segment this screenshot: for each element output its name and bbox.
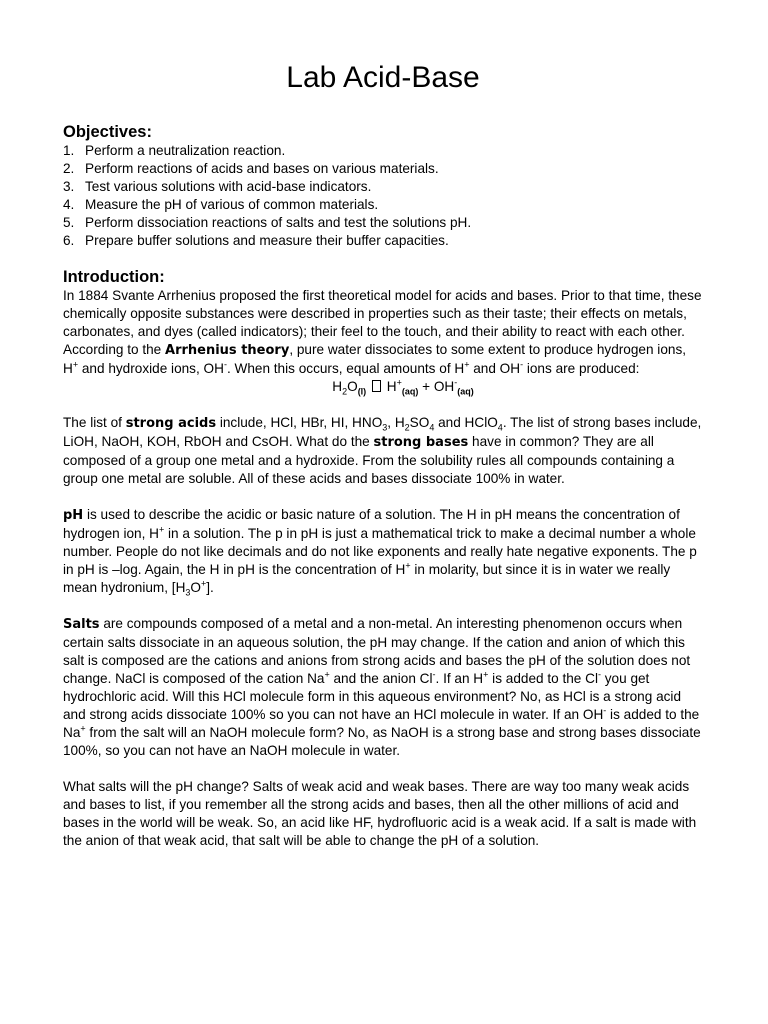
- water-dissociation-equation: $H_2O_{(l)}$ $H^+_{(aq)} + OH^-_{(aq)}$: [332, 377, 474, 397]
- strong-acids-term: strong acids: [125, 416, 217, 431]
- reaction-arrow-icon: [372, 380, 381, 392]
- list-item: 4. Measure the pH of various of common materials.: [63, 197, 379, 212]
- intro-paragraph-2: The list of strong acids include, HCl, HBr, HI, $HNO_3$, $H_2SO_4$ and HClO$_4$. The list of strong bases include, LiOH, NaOH, KOH, RbOH and CsOH. What do the strong bases have in common? They are all composed of a group one metal and a hydroxide. From the solubility rules all compounds containing a group one metal are soluble. All of these acids and bases dissociate 100% in water.: [63, 415, 702, 486]
- document-title: Lab Acid-Base: [286, 61, 480, 94]
- ph-term: pH: [63, 508, 84, 523]
- introduction-heading: Introduction:: [63, 268, 165, 286]
- intro-paragraph-4: Salts are compounds composed of a metal and a non-metal. An interesting phenomenon occurs when certain salts dissociate in an aqueous solution, the pH may change. If the cation and anion of which this salt is composed are the cations and anions from strong acids and bases the pH of the solution does not change. NaCl is composed of the cation Na+ and the anion Cl-. If an H+ is added to the Cl- you get hydrochloric acid. Will this HCl molecule form in this aqueous environment? No, as HCl is a strong acid and strong acids dissociate 100% so you can not have an HCl molecule in water. If an OH- is added to the Na+ from the salt will an NaOH molecule form? No, as NaOH is a strong base and strong bases dissociate 100%, so you can not have an NaOH molecule in water.: [63, 616, 701, 758]
- intro-paragraph-3: pH is used to describe the acidic or basic nature of a solution. The H in pH means the concentration of hydrogen ion, H+ in a solution. The p in pH is just a mathematical trick to make a decimal number a whole number. People do not like decimals and do not like exponents and really hate negative exponents. The p in pH is –log. Again, the H in pH is the concentration of H+ in molarity, but since it is in water we really mean hydronium, $[H_3O^+]$.: [63, 507, 697, 598]
- list-item: 2. Perform reactions of acids and bases on various materials.: [63, 161, 439, 176]
- document-page: [63, 60, 703, 868]
- list-item: 1. Perform a neutralization reaction.: [63, 143, 286, 158]
- list-item: 6. Prepare buffer solutions and measure their buffer capacities.: [63, 233, 449, 248]
- objectives-list: [63, 142, 703, 250]
- list-item: 5. Perform dissociation reactions of salts and test the solutions pH.: [63, 215, 472, 230]
- strong-bases-term: strong bases: [373, 435, 469, 450]
- salts-term: Salts: [63, 617, 100, 632]
- intro-paragraph-1: In 1884 Svante Arrhenius proposed the first theoretical model for acids and bases. Prior to that time, these chemically opposite substances were described in properties such as their taste; their effects on metals, carbonates, and dyes (called indicators); their feel to the touch, and their ability to react with each other. According to the Arrhenius theory, pure water dissociates to some extent to produce hydrogen ions, H+ and hydroxide ions, OH-. When this occurs, equal amounts of H+ and OH- ions are produced:: [63, 288, 702, 376]
- list-item: 3. Test various solutions with acid-base indicators.: [63, 179, 372, 194]
- arrhenius-theory-term: Arrhenius theory: [165, 343, 290, 358]
- objectives-heading: Objectives:: [63, 123, 152, 141]
- intro-paragraph-5: What salts will the pH change? Salts of weak acid and weak bases. There are way too many weak acids and bases to list, if you remember all the strong acids and bases, then all the other millions of acid and bases in the world will be weak. So, an acid like HF, hydrofluoric acid is a weak acid. If a salt is made with the anion of that weak acid, that salt will be able to change the pH of a solution.: [63, 779, 697, 848]
